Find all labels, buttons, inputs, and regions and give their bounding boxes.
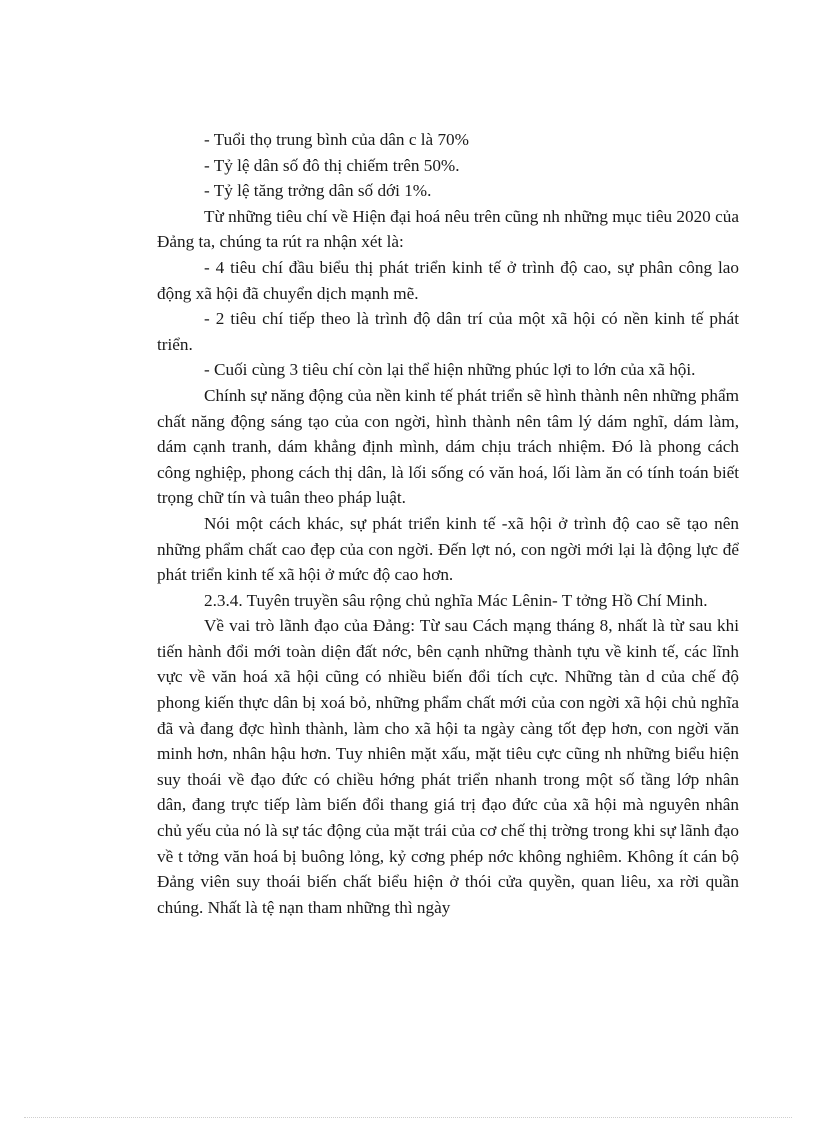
document-body — [157, 127, 739, 920]
paragraph-economic-dynamism: Chính sự năng động của nền kinh tế phát triển sẽ hình thành nên những phẩm chất năng động sáng tạo của con ngời, hình thành nên tâm lý dám nghĩ, dám làm, dám cạnh tranh, dám khẳng định mình, dám chịu trách nhiệm. Đó là phong cách công nghiệp, phong cách thị dân, là lối sống có văn hoá, lối làm ăn có tính toán biết trọng chữ tín và tuân theo pháp luật. — [157, 385, 739, 508]
bullet-life-expectancy: - Tuổi thọ trung bình của dân c là 70% — [204, 130, 469, 149]
section-heading-2-3-4: 2.3.4. Tuyên truyền sâu rộng chủ nghĩa Mác Lênin- T tởng Hồ Chí Minh. — [204, 590, 708, 610]
bullet-population-growth: - Tỷ lệ tăng trởng dân số dới 1%. — [204, 181, 432, 201]
paragraph-in-other-words: Nói một cách khác, sự phát triển kinh tế -xã hội ở trình độ cao sẽ tạo nên những phẩm chất cao đẹp của con ngời. Đến lợt nó, con ngời mới lại là động lực để phát triển kinh tế xã hội ở mức độ cao hơn. — [157, 513, 739, 585]
paragraph-party-leadership: Về vai trò lãnh đạo của Đảng: Từ sau Cách mạng tháng 8, nhất là từ sau khi tiến hành đổi mới toàn diện đất nớc, bên cạnh những thành tựu về kinh tế, các lĩnh vực về văn hoá xã hội cũng có nhiều biến đổi tích cực. Những tàn d của chế độ phong kiến thực dân bị xoá bỏ, những phẩm chất mới của con ngời xã hội chủ nghĩa đã và đang đợc hình thành, làm cho xã hội ta ngày càng tốt đẹp hơn, con ngời văn minh hơn, nhân hậu hơn. Tuy nhiên mặt xấu, mặt tiêu cực cũng nh những biểu hiện suy thoái về đạo đức có chiều hớng phát triển nhanh trong một số tầng lớp nhân dân, đang trực tiếp làm biến đổi thang giá trị đạo đức của xã hội mà nguyên nhân chủ yếu của nó là sự tác động của mặt trái của cơ chế thị trờng trong khi sự lãnh đạo về t tởng văn hoá bị buông lỏng, kỷ cơng phép nớc không nghiêm. Không ít cán bộ Đảng viên suy thoái biến chất biểu hiện ở thói cửa quyền, quan liêu, xa rời quần chúng. Nhất là tệ nạn tham những thì ngày — [157, 616, 739, 917]
bullet-urban-population: - Tỷ lệ dân số đô thị chiếm trên 50%. — [204, 155, 460, 175]
bullet-last-three-criteria: - Cuối cùng 3 tiêu chí còn lại thể hiện những phúc lợi to lớn của xã hội. — [204, 360, 696, 380]
bullet-next-two-criteria: - 2 tiêu chí tiếp theo là trình độ dân trí của một xã hội có nền kinh tế phát triển. — [157, 309, 739, 354]
bullet-first-four-criteria: - 4 tiêu chí đầu biểu thị phát triển kinh tế ở trình độ cao, sự phân công lao động xã hội đã chuyển dịch mạnh mẽ. — [157, 257, 739, 303]
paragraph-criteria-intro: Từ những tiêu chí về Hiện đại hoá nêu trên cũng nh những mục tiêu 2020 của Đảng ta, chúng ta rút ra nhận xét là: — [157, 206, 739, 252]
page-bottom-divider — [24, 1117, 792, 1118]
